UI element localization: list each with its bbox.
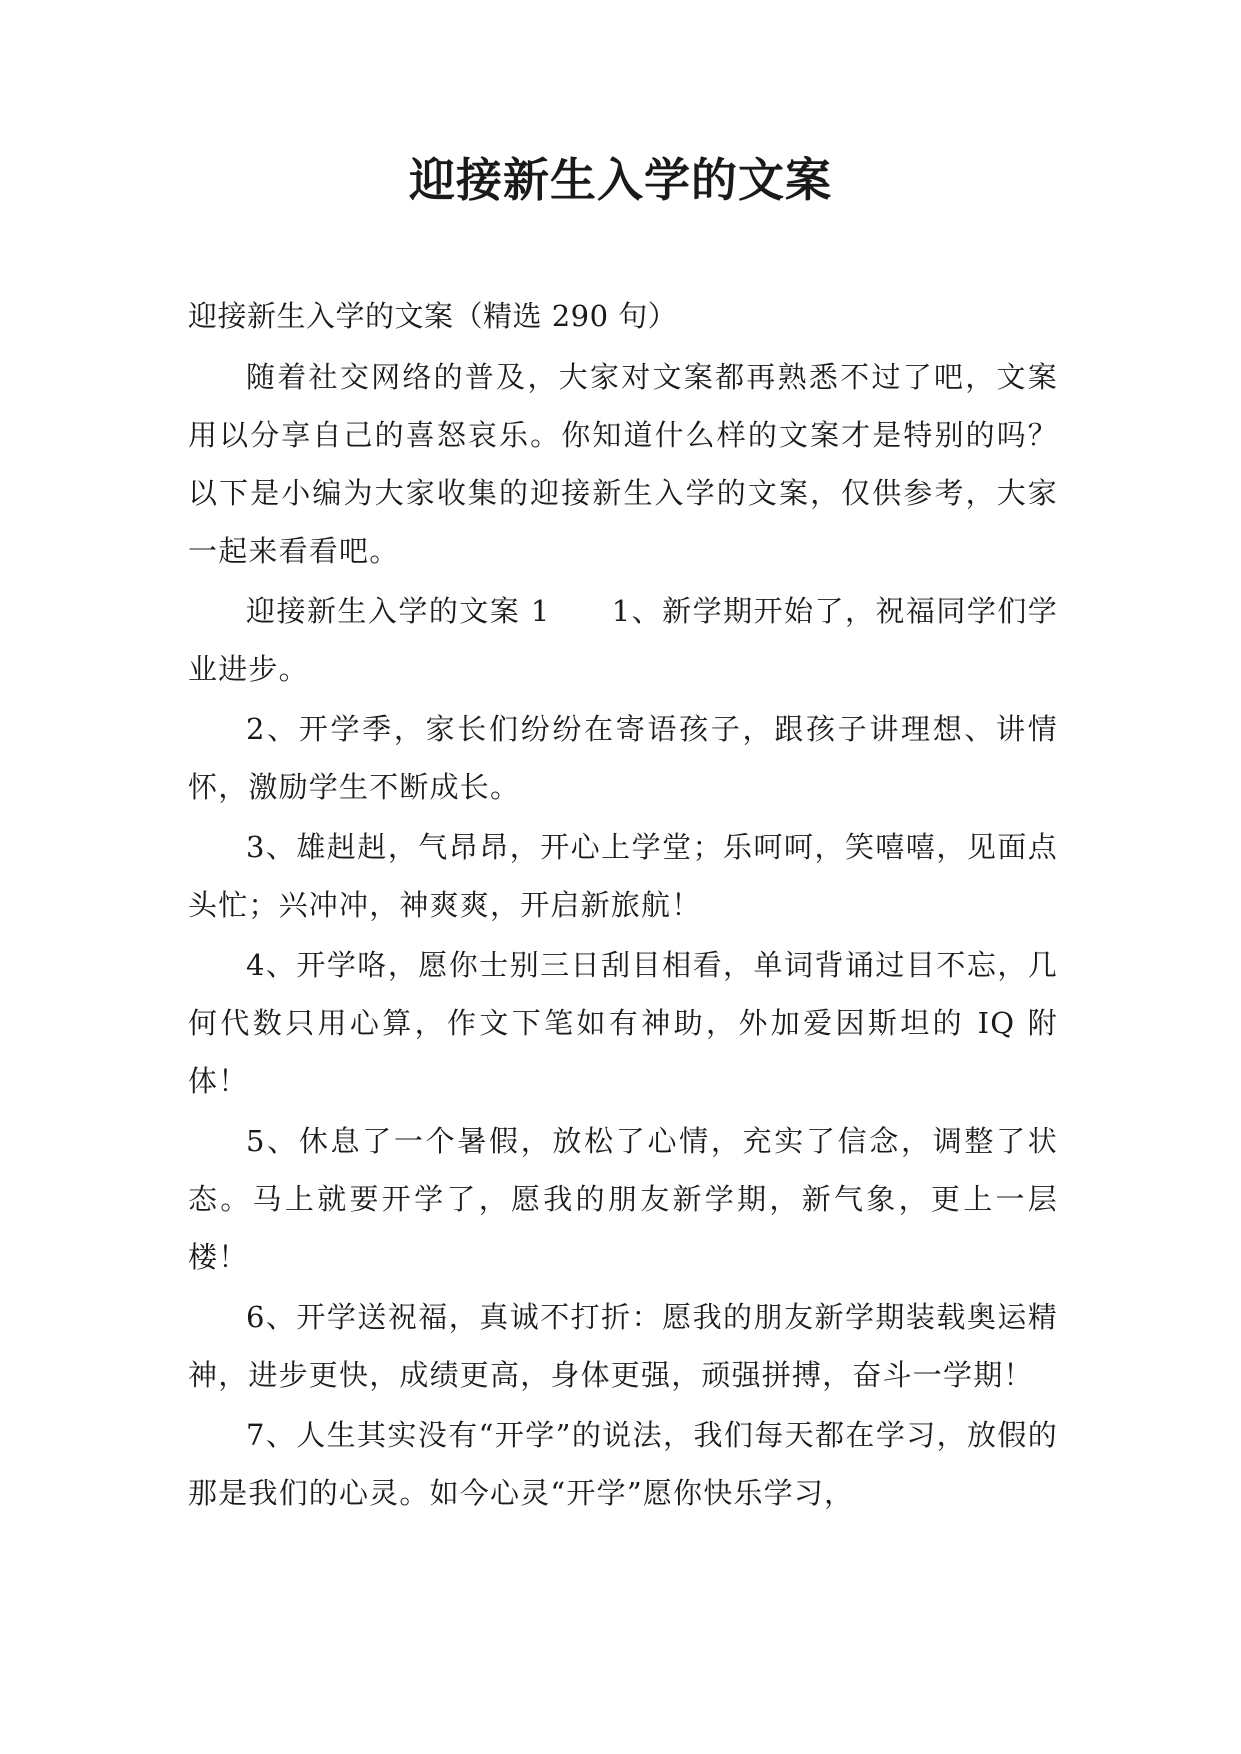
paragraph-item-2: 2、开学季，家长们纷纷在寄语孩子，跟孩子讲理想、讲情怀，激励学生不断成长。 <box>188 712 1058 804</box>
paragraph-intro: 随着社交网络的普及，大家对文案都再熟悉不过了吧，文案用以分享自己的喜怒哀乐。你知道什么样的文案才是特别的吗？以下是小编为大家收集的迎接新生入学的文案，仅供参考，大家一起来看看吧。 <box>188 360 1058 568</box>
document-subtitle: 迎接新生入学的文案（精选 290 句） <box>188 299 678 333</box>
paragraph-item-1: 迎接新生入学的文案 1 1、新学期开始了，祝福同学们学业进步。 <box>188 594 1058 686</box>
page-title: 迎接新生入学的文案 <box>409 153 832 207</box>
paragraph-item-4: 4、开学咯，愿你士别三日刮目相看，单词背诵过目不忘，几何代数只用心算，作文下笔如有神助，外加爱因斯坦的 IQ 附体！ <box>188 948 1058 1098</box>
paragraph-item-3: 3、雄赳赳，气昂昂，开心上学堂；乐呵呵，笑嘻嘻，见面点头忙；兴冲冲，神爽爽，开启新旅航！ <box>188 830 1058 922</box>
paragraph-item-7: 7、人生其实没有“开学”的说法，我们每天都在学习，放假的那是我们的心灵。如今心灵“开学”愿你快乐学习， <box>188 1418 1058 1510</box>
paragraph-item-5: 5、休息了一个暑假，放松了心情，充实了信念，调整了状态。马上就要开学了，愿我的朋友新学期，新气象，更上一层楼！ <box>188 1124 1058 1274</box>
paragraph-item-6: 6、开学送祝福，真诚不打折：愿我的朋友新学期装载奥运精神，进步更快，成绩更高，身体更强，顽强拼搏，奋斗一学期！ <box>188 1300 1058 1392</box>
document-body <box>188 287 1058 1524</box>
